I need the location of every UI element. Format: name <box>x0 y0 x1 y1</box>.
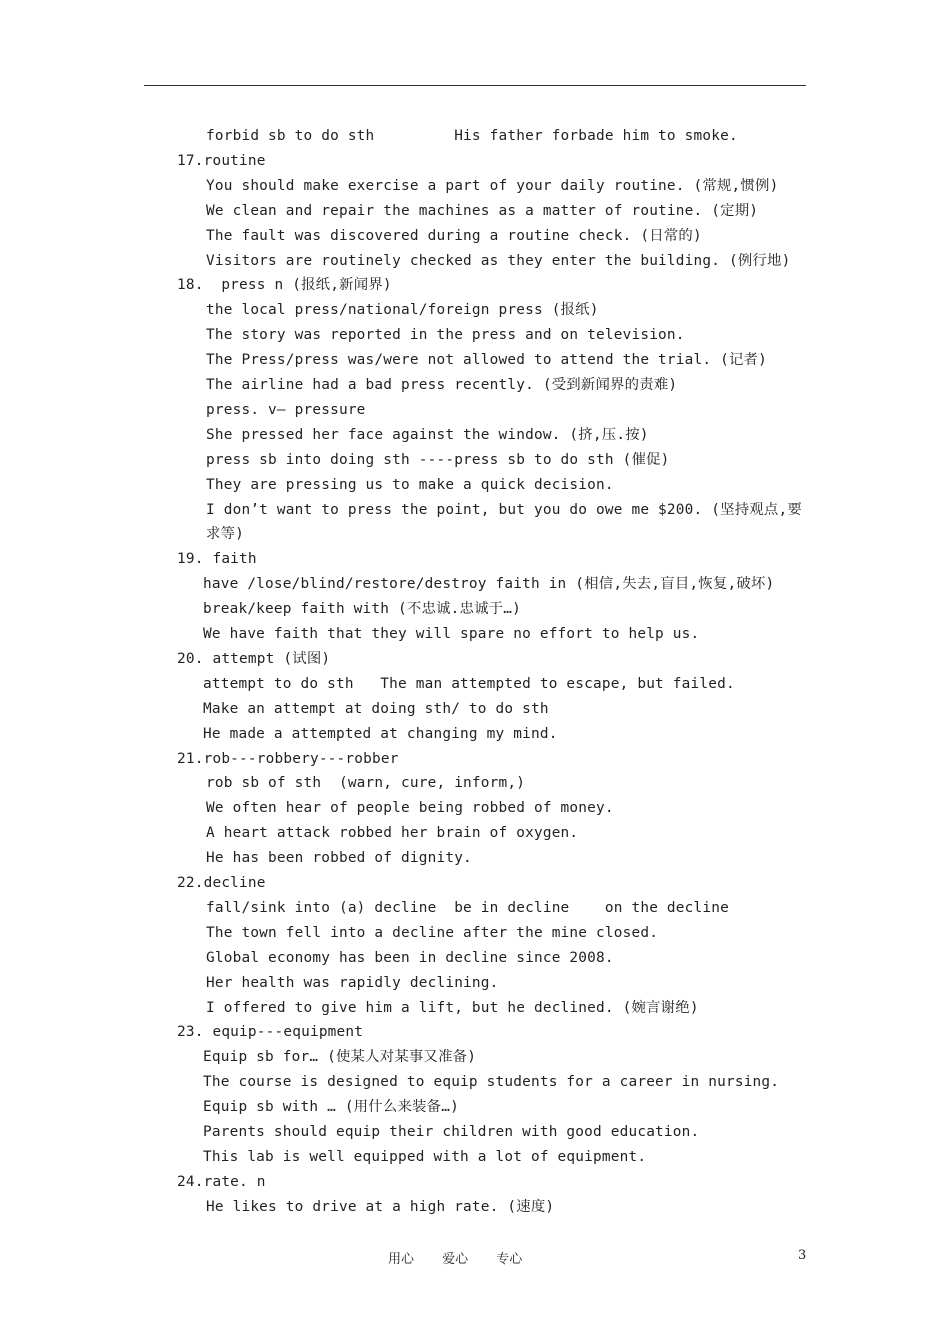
entry-line: I don’t want to press the point, but you do owe me $200. (坚持观点,要 <box>206 501 802 518</box>
entry-line: I offered to give him a lift, but he declined. (婉言谢绝) <box>206 999 699 1016</box>
entry-line: rob sb of sth (warn, cure, inform,) <box>206 775 526 792</box>
entry-line: Equip sb with … (用什么来装备…) <box>203 1099 459 1116</box>
entry-line: Her health was rapidly declining. <box>206 974 499 991</box>
entry-heading: 20. attempt (试图) <box>177 650 331 667</box>
entry-line: The fault was discovered during a routine check. (日常的) <box>206 227 702 244</box>
entry-line: press. v— pressure <box>206 401 366 418</box>
entry-line: She pressed her face against the window. (挤,压.按) <box>206 426 649 443</box>
entry-heading: 21.rob---robbery---robber <box>177 750 399 767</box>
entry-line: We clean and repair the machines as a matter of routine. (定期) <box>206 202 759 219</box>
entry-line: 求等) <box>206 526 245 543</box>
entry-line: He likes to drive at a high rate. (速度) <box>206 1198 555 1215</box>
entry-heading: 17.routine <box>177 152 266 169</box>
entry-line: have /lose/blind/restore/destroy faith in (相信,失去,盲目,恢复,破坏) <box>203 576 775 593</box>
entry-heading: 22.decline <box>177 875 266 891</box>
entry-line: You should make exercise a part of your daily routine. (常规,惯例) <box>206 177 779 194</box>
entry-line: press sb into doing sth ----press sb to do sth (催促) <box>206 451 670 468</box>
entry-line: The airline had a bad press recently. (受到新闻界的责难) <box>206 377 678 393</box>
entry-line: Visitors are routinely checked as they enter the building. (例行地) <box>206 252 791 269</box>
entry-line: attempt to do sth The man attempted to escape, but failed. <box>203 675 735 692</box>
entry-line: the local press/national/foreign press (报纸) <box>206 302 599 319</box>
entry-line: This lab is well equipped with a lot of equipment. <box>203 1148 647 1165</box>
entry-line: The story was reported in the press and on television. <box>206 327 685 344</box>
entry-line: A heart attack robbed her brain of oxygen. <box>206 825 579 842</box>
entry-line: We have faith that they will spare no effort to help us. <box>203 626 700 642</box>
entry-line: He made a attempted at changing my mind. <box>203 725 558 742</box>
entry-line: Parents should equip their children with good education. <box>203 1124 700 1140</box>
entry-heading: 24.rate. n <box>177 1173 266 1190</box>
entry-line: Make an attempt at doing sth/ to do sth <box>203 700 549 717</box>
entry-line: The course is designed to equip students for a career in nursing. <box>203 1074 780 1091</box>
entry-heading: 18. press n (报纸,新闻界) <box>177 277 392 294</box>
entry-line: They are pressing us to make a quick decision. <box>206 476 614 493</box>
entry-line: Equip sb for… (使某人对某事又准备) <box>203 1049 477 1066</box>
entry-line: The town fell into a decline after the mine closed. <box>206 924 659 941</box>
footer-slogan: 用心 爱心 专心 <box>388 1252 523 1267</box>
entry-line: He has been robbed of dignity. <box>206 850 472 867</box>
entry-line: Global economy has been in decline since 2008. <box>206 949 614 966</box>
entry-heading: 19. faith <box>177 551 257 568</box>
page-number: 3 <box>798 1248 807 1263</box>
entry-line: break/keep faith with (不忠诚.忠诚于…) <box>203 601 522 618</box>
entry-line: The Press/press was/were not allowed to attend the trial. (记者) <box>206 352 768 369</box>
entry-line: fall/sink into (a) decline be in decline on the decline <box>206 899 729 916</box>
header-rule <box>144 85 806 86</box>
entry-line: forbid sb to do sth His father forbade him to smoke. <box>206 128 738 144</box>
entry-line: We often hear of people being robbed of money. <box>206 800 614 817</box>
entry-heading: 23. equip---equipment <box>177 1024 364 1041</box>
